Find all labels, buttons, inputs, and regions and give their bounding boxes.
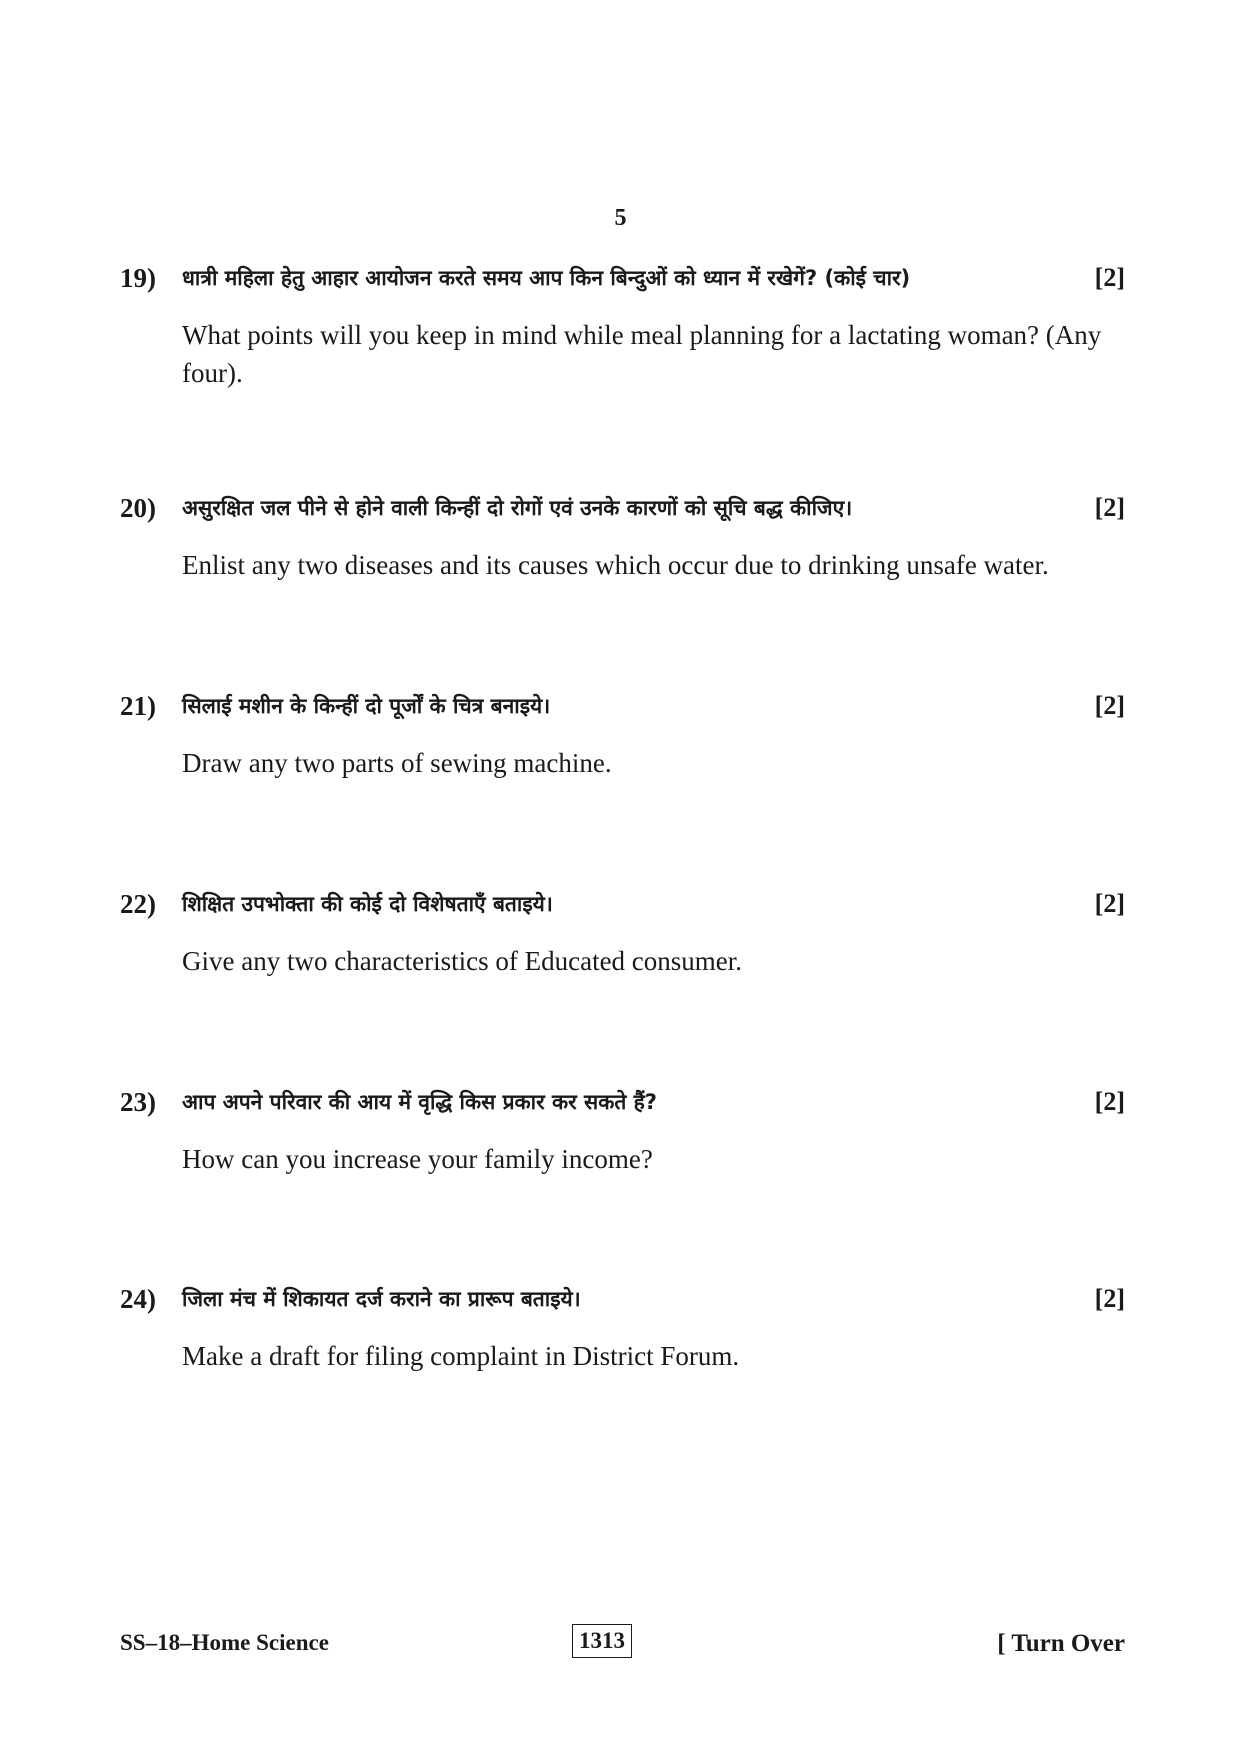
question-english-text: What points will you keep in mind while meal planning for a lactating woman? (Any four). (182, 320, 1102, 388)
question-24 (120, 1279, 1125, 1375)
question-23 (120, 1082, 1125, 1178)
question-number: 20) (120, 493, 156, 523)
question-20 (120, 488, 1125, 584)
question-21 (120, 686, 1125, 782)
question-header (120, 1279, 1125, 1319)
question-english-text: How can you increase your family income? (182, 1144, 653, 1174)
turn-over-label: [ Turn Over (997, 1630, 1125, 1657)
question-header (120, 1082, 1125, 1122)
question-hindi-text: सिलाई मशीन के किन्हीं दो पूर्जों के चित्र बनाइये। (182, 694, 551, 718)
question-19 (120, 258, 1125, 392)
question-english-text: Give any two characteristics of Educated consumer. (182, 946, 743, 976)
question-english-text: Enlist any two diseases and its causes which occur due to drinking unsafe water. (182, 550, 1049, 580)
question-marks: [2] (1094, 1284, 1125, 1313)
question-header (120, 258, 1125, 298)
question-number: 24) (120, 1284, 156, 1314)
question-marks: [2] (1094, 1087, 1125, 1116)
question-marks: [2] (1094, 263, 1125, 292)
paper-code-box: 1313 (572, 1624, 632, 1658)
question-header (120, 686, 1125, 726)
question-22 (120, 884, 1125, 980)
page-footer (120, 1624, 1125, 1664)
paper-name: SS–18–Home Science (120, 1630, 329, 1655)
question-number: 19) (120, 263, 156, 293)
question-hindi-text: जिला मंच में शिकायत दर्ज कराने का प्रारूप बताइये। (182, 1287, 581, 1311)
question-marks: [2] (1094, 493, 1125, 522)
question-marks: [2] (1094, 889, 1125, 918)
question-hindi-text: आप अपने परिवार की आय में वृद्धि किस प्रकार कर सकते हैं? (182, 1090, 657, 1114)
question-marks: [2] (1094, 691, 1125, 720)
question-hindi-text: शिक्षित उपभोक्ता की कोई दो विशेषताएँ बताइये। (182, 892, 553, 916)
question-header (120, 488, 1125, 528)
question-hindi-text: असुरक्षित जल पीने से होने वाली किन्हीं दो रोगों एवं उनके कारणों को सूचि बद्ध कीजिए। (182, 496, 853, 520)
page-number: 5 (614, 205, 627, 231)
question-header (120, 884, 1125, 924)
question-number: 23) (120, 1087, 156, 1117)
question-hindi-text: धात्री महिला हेतु आहार आयोजन करते समय आप किन बिन्दुओं को ध्यान में रखेगें? (कोई चार) (182, 266, 911, 290)
question-english-text: Make a draft for filing complaint in District Forum. (182, 1341, 740, 1371)
question-number: 21) (120, 691, 156, 721)
question-number: 22) (120, 889, 156, 919)
question-english-text: Draw any two parts of sewing machine. (182, 748, 612, 778)
